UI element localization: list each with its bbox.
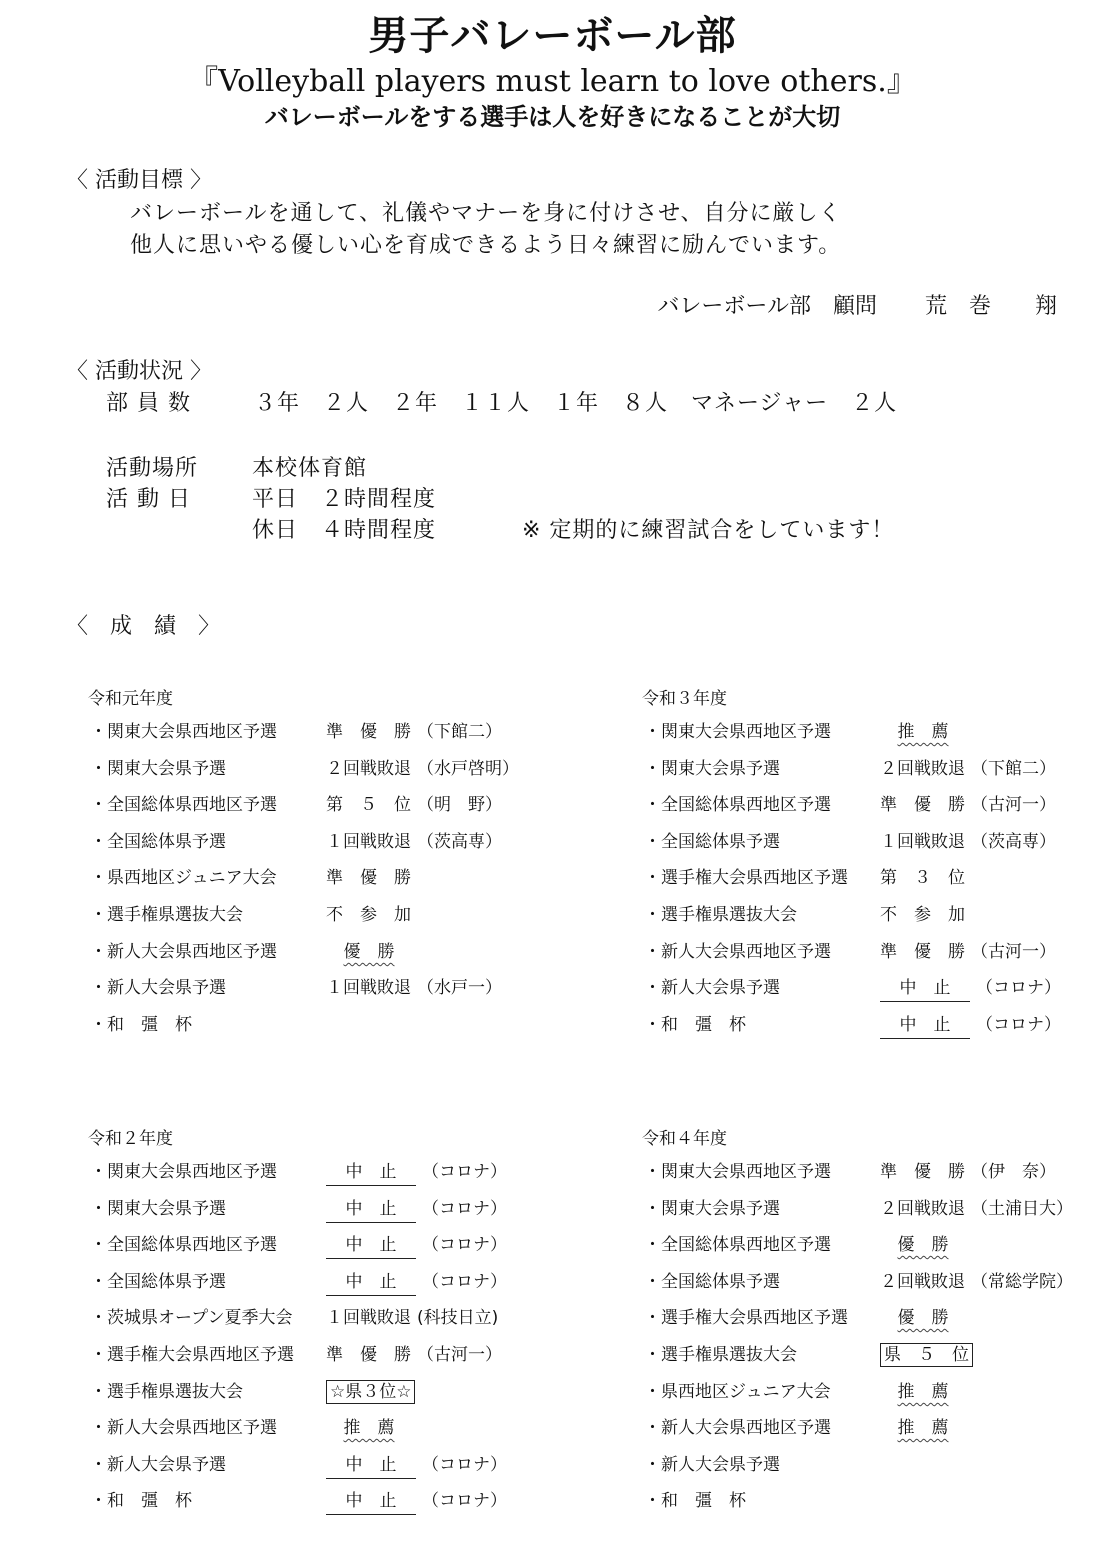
result-cell xyxy=(326,1488,507,1515)
result-note: （コロナ） xyxy=(422,1162,507,1182)
result-note: （古河一） xyxy=(971,795,1056,815)
result-value: １回戦敗退 xyxy=(326,978,411,998)
result-note: （コロナ） xyxy=(422,1199,507,1219)
event-name: ・関東大会県予選 xyxy=(90,759,226,779)
event-name: ・県西地区ジュニア大会 xyxy=(90,868,277,888)
result-cell xyxy=(326,1269,507,1296)
goals-heading: 〈 活動目標 〉 xyxy=(66,168,212,193)
result-cell xyxy=(880,865,971,891)
place-value: 本校体育館 xyxy=(252,456,368,481)
result-note: （水戸一） xyxy=(417,978,502,998)
result-cell xyxy=(326,1342,502,1368)
event-name: ・選手権県選抜大会 xyxy=(644,1345,797,1365)
result-value: 推 薦 xyxy=(897,1418,949,1438)
result-value: 県 ５ 位 xyxy=(880,1343,973,1367)
result-cell xyxy=(880,1342,979,1368)
result-value: 推 薦 xyxy=(897,722,949,742)
result-cell xyxy=(880,1196,1073,1222)
event-name: ・関東大会県西地区予選 xyxy=(644,1162,831,1182)
result-value: 準 優 勝 xyxy=(326,722,411,742)
result-value: 第 ３ 位 xyxy=(880,868,965,888)
event-name: ・茨城県オープン夏季大会 xyxy=(90,1308,293,1328)
result-value: 準 優 勝 xyxy=(326,868,411,888)
result-value: 準 優 勝 xyxy=(880,795,965,815)
result-cell xyxy=(326,1305,498,1331)
result-value: 推 薦 xyxy=(343,1418,395,1438)
days-label: 活 動 日 xyxy=(106,487,191,512)
status-heading: 〈 活動状況 〉 xyxy=(66,359,212,384)
results-heading: 〈 成 績 〉 xyxy=(66,614,221,639)
year-label-reiwa2: 令和２年度 xyxy=(88,1129,173,1149)
event-name: ・関東大会県予選 xyxy=(90,1199,226,1219)
event-name: ・選手権大会県西地区予選 xyxy=(644,1308,848,1328)
result-cell xyxy=(326,1159,507,1186)
event-name: ・全国総体県予選 xyxy=(90,1272,226,1292)
event-name: ・全国総体県予選 xyxy=(644,832,780,852)
result-cell xyxy=(880,1379,972,1405)
event-name: ・選手権大会県西地区予選 xyxy=(90,1345,294,1365)
result-cell xyxy=(880,1232,972,1258)
event-name: ・選手権県選抜大会 xyxy=(90,905,243,925)
result-cell xyxy=(880,792,1056,818)
year-label-reiwa4: 令和４年度 xyxy=(642,1129,727,1149)
result-value: 優 勝 xyxy=(897,1308,949,1328)
result-value: 不 参 加 xyxy=(880,905,965,925)
event-name: ・新人大会県西地区予選 xyxy=(644,942,831,962)
event-name: ・関東大会県西地区予選 xyxy=(90,722,277,742)
practice-match-note: ※ 定期的に練習試合をしています！ xyxy=(522,518,895,543)
result-value: 中 止 xyxy=(326,1196,416,1223)
result-cell xyxy=(880,1012,1061,1039)
page-title: 男子バレーボール部 xyxy=(368,13,737,59)
event-name: ・関東大会県西地区予選 xyxy=(644,722,831,742)
year-label-reiwa1: 令和元年度 xyxy=(88,689,173,709)
result-note: （下館二） xyxy=(417,722,502,742)
result-note: （下館二） xyxy=(971,759,1056,779)
event-name: ・関東大会県西地区予選 xyxy=(90,1162,277,1182)
result-note: （水戸啓明） xyxy=(417,759,519,779)
result-value: １回戦敗退 xyxy=(880,832,965,852)
result-value: 優 勝 xyxy=(897,1235,949,1255)
event-name: ・全国総体県西地区予選 xyxy=(644,795,831,815)
result-note: （コロナ） xyxy=(422,1491,507,1511)
result-note: （土浦日大） xyxy=(971,1199,1073,1219)
event-name: ・関東大会県予選 xyxy=(644,759,780,779)
result-cell xyxy=(880,1305,972,1331)
result-note: （常総学院） xyxy=(971,1272,1073,1292)
goals-line-1: バレーボールを通して、礼儀やマナーを身に付けさせ、自分に厳しく xyxy=(130,201,842,226)
result-cell xyxy=(880,1159,1056,1185)
result-cell xyxy=(880,975,1061,1002)
event-name: ・全国総体県西地区予選 xyxy=(644,1235,831,1255)
result-note: （古河一） xyxy=(417,1345,502,1365)
result-value: １回戦敗退 xyxy=(326,832,411,852)
result-value: ２回戦敗退 xyxy=(880,1199,965,1219)
event-name: ・関東大会県予選 xyxy=(644,1199,780,1219)
event-name: ・新人大会県西地区予選 xyxy=(90,942,277,962)
result-cell xyxy=(880,829,1056,855)
advisor-name: 荒 巻 翔 xyxy=(924,294,1057,319)
result-value: 準 優 勝 xyxy=(880,942,965,962)
result-cell xyxy=(326,1232,507,1259)
result-value: 中 止 xyxy=(326,1232,416,1259)
result-cell xyxy=(326,1415,418,1441)
result-note: （茨高専） xyxy=(971,832,1056,852)
goals-line-2: 他人に思いやる優しい心を育成できるよう日々練習に励んでいます。 xyxy=(130,233,842,258)
result-note: （伊 奈） xyxy=(971,1162,1056,1182)
result-note: （コロナ） xyxy=(422,1235,507,1255)
result-cell xyxy=(326,939,418,965)
result-value: 中 止 xyxy=(326,1269,416,1296)
result-cell xyxy=(326,756,519,782)
result-value: 準 優 勝 xyxy=(326,1345,411,1365)
result-value: 準 優 勝 xyxy=(880,1162,965,1182)
result-cell xyxy=(880,902,971,928)
result-value: ２回戦敗退 xyxy=(326,759,411,779)
event-name: ・和 彊 杯 xyxy=(90,1015,192,1035)
event-name: ・全国総体県予選 xyxy=(90,832,226,852)
result-cell xyxy=(880,756,1056,782)
event-name: ・県西地区ジュニア大会 xyxy=(644,1382,831,1402)
result-cell xyxy=(880,719,972,745)
result-cell xyxy=(880,1269,1073,1295)
result-cell xyxy=(326,719,502,745)
result-note: （コロナ） xyxy=(422,1272,507,1292)
event-name: ・新人大会県西地区予選 xyxy=(644,1418,831,1438)
advisor-signature xyxy=(657,289,1057,320)
result-cell xyxy=(326,1196,507,1223)
result-value: ２回戦敗退 xyxy=(880,759,965,779)
event-name: ・新人大会県予選 xyxy=(644,1455,780,1475)
result-cell xyxy=(880,1488,886,1514)
result-value: ２回戦敗退 xyxy=(880,1272,965,1292)
result-value: 第 ５ 位 xyxy=(326,795,411,815)
result-value: 中 止 xyxy=(326,1452,416,1479)
event-name: ・新人大会県西地区予選 xyxy=(90,1418,277,1438)
event-name: ・全国総体県予選 xyxy=(644,1272,780,1292)
result-cell xyxy=(326,792,502,818)
result-note: （コロナ） xyxy=(976,978,1061,998)
result-note: （茨高専） xyxy=(417,832,502,852)
result-cell xyxy=(326,902,417,928)
result-value: 優 勝 xyxy=(343,942,395,962)
members-label: 部 員 数 xyxy=(106,391,191,416)
members-value: ３年 ２人 ２年 １１人 １年 ８人 マネージャー ２人 xyxy=(254,391,898,416)
result-value: 不 参 加 xyxy=(326,905,411,925)
weekday-hours: 平日 ２時間程度 xyxy=(252,487,437,512)
result-note: （コロナ） xyxy=(422,1455,507,1475)
event-name: ・全国総体県西地区予選 xyxy=(90,795,277,815)
result-note: （明 野） xyxy=(417,795,502,815)
event-name: ・和 彊 杯 xyxy=(90,1491,192,1511)
place-label: 活動場所 xyxy=(106,456,199,481)
event-name: ・和 彊 杯 xyxy=(644,1015,746,1035)
event-name: ・新人大会県予選 xyxy=(90,1455,226,1475)
result-value: １回戦敗退 xyxy=(326,1308,411,1328)
event-name: ・新人大会県予選 xyxy=(90,978,226,998)
result-value: 中 止 xyxy=(880,975,970,1002)
result-value: 中 止 xyxy=(880,1012,970,1039)
result-cell xyxy=(880,1452,886,1478)
result-cell xyxy=(326,865,417,891)
advisor-role: バレーボール部 顧問 xyxy=(657,294,877,319)
result-cell xyxy=(326,1379,421,1405)
motto-japanese: バレーボールをする選手は人を好きになることが大切 xyxy=(264,103,841,131)
result-cell xyxy=(880,1415,972,1441)
result-note: （コロナ） xyxy=(976,1015,1061,1035)
result-cell xyxy=(326,1012,332,1038)
result-value: 中 止 xyxy=(326,1488,416,1515)
result-value: 中 止 xyxy=(326,1159,416,1186)
event-name: ・選手権県選抜大会 xyxy=(644,905,797,925)
holiday-hours: 休日 ４時間程度 xyxy=(252,518,437,543)
event-name: ・全国総体県西地区予選 xyxy=(90,1235,277,1255)
motto-english: 『Volleyball players must learn to love others.』 xyxy=(188,64,917,99)
event-name: ・新人大会県予選 xyxy=(644,978,780,998)
year-label-reiwa3: 令和３年度 xyxy=(642,689,727,709)
event-name: ・選手権県選抜大会 xyxy=(90,1382,243,1402)
event-name: ・選手権大会県西地区予選 xyxy=(644,868,848,888)
result-cell xyxy=(326,1452,507,1479)
result-value: 推 薦 xyxy=(897,1382,949,1402)
result-cell xyxy=(326,829,502,855)
result-cell xyxy=(880,939,1056,965)
result-value: ☆県３位☆ xyxy=(326,1380,415,1404)
result-note: (科技日立) xyxy=(417,1308,499,1328)
result-cell xyxy=(326,975,502,1001)
result-note: （古河一） xyxy=(971,942,1056,962)
event-name: ・和 彊 杯 xyxy=(644,1491,746,1511)
